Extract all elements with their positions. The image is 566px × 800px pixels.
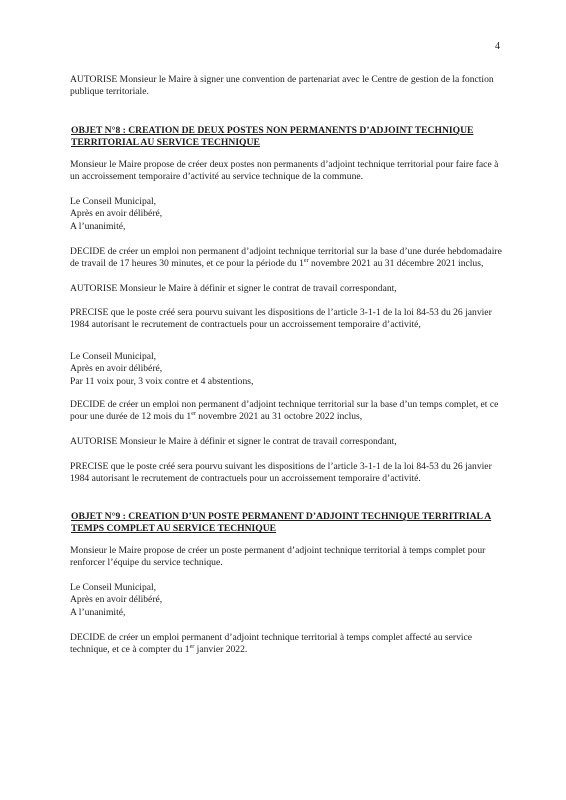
decide-text: janvier 2022. bbox=[194, 644, 248, 656]
precise-paragraph-2: PRECISE que le poste créé sera pourvu suivant les dispositions de l’article 3-1-1 de la loi 84-53 du 26 janvier 1984 autorisant le recrutement de contractuels pour un accroissement temporaire d’activité. bbox=[70, 461, 492, 485]
superscript: er bbox=[303, 258, 309, 265]
decide-text: DECIDE de créer un emploi non permanent d’adjoint technique territorial sur la base d’une durée hebdomadaire de travail de 17 heures 30 minutes, et ce pour la période du 1 bbox=[70, 246, 502, 270]
objet-9-heading: OBJET N°9 : CREATION D’UN POSTE PERMANENT D’ADJOINT TECHNIQUE TERRITRIAL A TEMPS COMPLET AU SERVICE TECHNIQUE bbox=[71, 511, 492, 535]
vote-line: A l’unanimité, bbox=[70, 220, 126, 232]
objet-8-heading: OBJET N°8 : CREATION DE DEUX POSTES NON PERMANENTS D’ADJOINT TECHNIQUE TERRITORIAL AU SERVICE TECHNIQUE bbox=[71, 125, 474, 149]
decide-text: novembre 2021 au 31 décembre 2021 inclus, bbox=[308, 258, 484, 270]
vote-block-1 bbox=[70, 196, 510, 233]
vote-block-2 bbox=[70, 351, 510, 388]
autorise-paragraph-2: AUTORISE Monsieur le Maire à définir et signer le contrat de travail correspondant, bbox=[70, 436, 397, 447]
precise-paragraph-1: PRECISE que le poste créé sera pourvu suivant les dispositions de l’article 3-1-1 de la loi 84-53 du 26 janvier 1984 autorisant le recrutement de contractuels pour un accroissement temporaire d’activité, bbox=[70, 307, 492, 331]
vote-line: Le Conseil Municipal, bbox=[70, 196, 157, 207]
autorise-convention-paragraph: AUTORISE Monsieur le Maire à signer une convention de partenariat avec le Centre de gestion de la fonction publique territoriale. bbox=[70, 74, 494, 98]
superscript: er bbox=[191, 411, 196, 418]
vote-line: Par 11 voix pour, 3 voix contre et 4 abstentions, bbox=[70, 375, 254, 387]
decide-paragraph-3 bbox=[70, 632, 510, 657]
objet-8-proposal-paragraph: Monsieur le Maire propose de créer deux postes non permanents d’adjoint technique territorial pour faire face à un accroissement temporaire d’activité au service technique de la commune. bbox=[70, 159, 499, 183]
decide-text: DECIDE de créer un emploi non permanent d’adjoint technique territorial sur la base d’un temps complet, et ce pour une durée de 12 mois du 1 bbox=[70, 399, 499, 423]
decide-paragraph-2 bbox=[70, 399, 510, 424]
objet-9-proposal-paragraph: Monsieur le Maire propose de créer un poste permanent d’adjoint technique territorial à temps complet pour renforcer l’équipe du service technique. bbox=[70, 545, 486, 569]
autorise-paragraph-1: AUTORISE Monsieur le Maire à définir et signer le contrat de travail correspondant, bbox=[70, 283, 397, 294]
decide-paragraph-1 bbox=[70, 246, 510, 271]
vote-block-3 bbox=[70, 582, 510, 619]
vote-line: Après en avoir délibéré, bbox=[70, 363, 163, 375]
vote-line: Après en avoir délibéré, bbox=[70, 594, 163, 606]
superscript: er bbox=[189, 644, 195, 651]
vote-line: Le Conseil Municipal, bbox=[70, 351, 157, 362]
decide-text: novembre 2021 au 31 octobre 2022 inclus, bbox=[195, 411, 363, 423]
decide-text: DECIDE de créer un emploi permanent d’adjoint technique territorial à temps complet affecté au service technique, et ce à compter du 1 bbox=[70, 632, 473, 656]
page-number: 4 bbox=[495, 41, 500, 52]
vote-line: Après en avoir délibéré, bbox=[70, 208, 163, 220]
vote-line: A l’unanimité, bbox=[70, 606, 126, 618]
vote-line: Le Conseil Municipal, bbox=[70, 582, 157, 593]
